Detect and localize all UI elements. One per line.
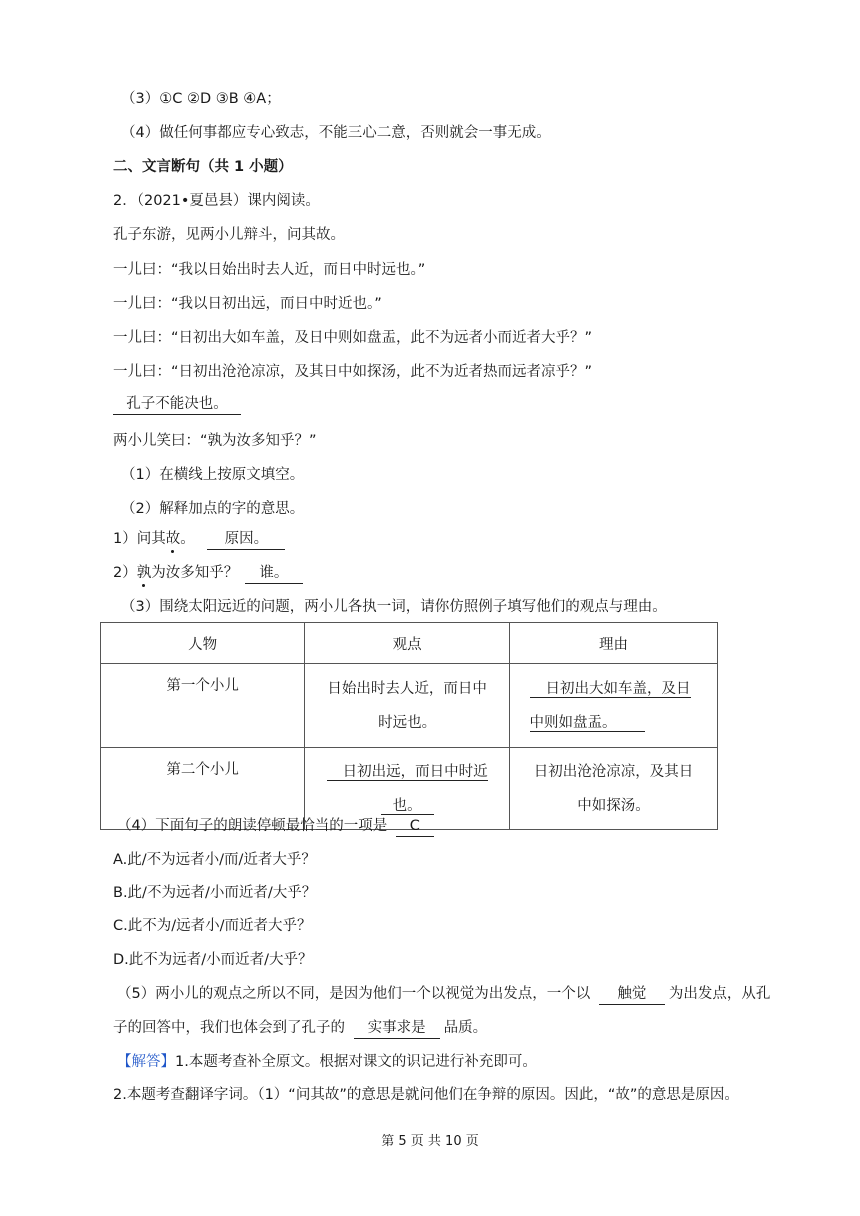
question-header: 2．（2021•夏邑县）课内阅读。	[113, 193, 320, 209]
sub-question-5-answer-1: 触觉	[599, 984, 665, 1005]
row2-reason-line-1: 日初出沧沧凉凉，及其日	[533, 763, 694, 780]
solution-text-1: 1.本题考查补全原文。根据对课文的识记进行补充即可。	[175, 1054, 537, 1070]
item-2-answer: 谁。	[245, 563, 303, 584]
passage-line-4: 一儿曰：“日初出大如车盖，及日中则如盘盂，此不为远者小而近者大乎？”	[113, 330, 593, 346]
item-1-prefix: 1）问其	[113, 531, 166, 547]
item-1-suffix: 。	[180, 531, 195, 547]
header-view: 观点	[305, 623, 510, 664]
header-person: 人物	[101, 623, 305, 664]
row1-reason-line-2: 中则如盘盂。	[530, 715, 645, 732]
section-title: 二、文言断句（共 1 小题）	[113, 159, 293, 175]
row2-view-line-1: 日初出远，而日中时近	[327, 764, 488, 781]
item-2-suffix: 为汝多知乎？	[151, 565, 239, 581]
sub-question-2-item-2	[113, 563, 303, 584]
sub-question-5-text-d: 品质。	[443, 1020, 488, 1036]
passage-line-5: 一儿曰：“日初出沧沧凉凉，及其日中如探汤，此不为近者热而远者凉乎？”	[113, 364, 593, 380]
page-footer: 第 5 页 共 10 页	[381, 1134, 479, 1149]
passage-line-7: 两小儿笑曰：“孰为汝多知乎？”	[113, 433, 317, 449]
row2-reason-line-2: 中如探汤。	[577, 797, 650, 814]
row2-person: 第二个小儿	[101, 748, 305, 830]
fill-answer: 孔子不能决也。	[113, 394, 241, 415]
sub-question-5-answer-2: 实事求是	[354, 1018, 440, 1039]
sub-question-5-line-2	[113, 1018, 487, 1039]
viewpoint-table	[100, 622, 718, 830]
sub-question-1: （1）在横线上按原文填空。	[121, 467, 305, 483]
sub-question-5-text-a: （5）两小儿的观点之所以不同，是因为他们一个以视觉为出发点，一个以	[117, 986, 591, 1002]
dotted-char-gu: 故	[165, 531, 181, 547]
q3-answer-line: （3）①C ②D ③B ④A；	[121, 91, 281, 107]
dotted-char-shu: 孰	[136, 565, 152, 581]
solution-tag: 【解答】	[117, 1054, 175, 1070]
header-reason: 理由	[510, 623, 718, 664]
table-row	[101, 664, 718, 748]
row1-person: 第一个小儿	[101, 664, 305, 748]
solution-line-1	[117, 1052, 537, 1072]
passage-line-2: 一儿曰：“我以日始出时去人近，而日中时远也。”	[113, 262, 426, 278]
table-header-row	[101, 623, 718, 664]
row1-reason	[510, 664, 718, 748]
row2-view-line-2: 也。	[381, 798, 434, 815]
option-a: A.此/不为远者小/而/近者大乎？	[113, 852, 316, 868]
sub-question-4-text: （4）下面句子的朗读停顿最恰当的一项是	[117, 818, 388, 834]
option-c: C.此不为/远者小/而近者大乎？	[113, 918, 312, 934]
solution-line-2: 2.本题考查翻译字词。（1）“问其故”的意思是就问他们在争辩的原因。因此，“故”的意思是原因。	[113, 1087, 739, 1103]
sub-question-2-item-1	[113, 529, 285, 550]
row1-reason-line-1: 日初出大如车盖，及日	[530, 681, 691, 698]
sub-question-4-answer: C	[396, 816, 434, 837]
sub-question-5-text-b: 为出发点，从孔	[668, 986, 771, 1002]
sub-question-5-text-c: 子的回答中，我们也体会到了孔子的	[113, 1020, 345, 1036]
sub-question-5-line-1	[117, 984, 770, 1005]
row2-reason	[510, 748, 718, 830]
sub-question-4	[117, 816, 434, 837]
row1-view	[305, 664, 510, 748]
passage-line-3: 一儿曰：“我以日初出远，而日中时近也。”	[113, 296, 382, 312]
option-d: D.此不为远者/小而近者/大乎？	[113, 952, 313, 968]
row1-view-line-2: 时远也。	[378, 714, 437, 731]
row1-view-line-1: 日始出时去人近，而日中	[327, 680, 487, 697]
passage-line-1: 孔子东游，见两小儿辩斗，问其故。	[113, 227, 345, 243]
q4-answer-line: （4）做任何事都应专心致志，不能三心二意，否则就会一事无成。	[121, 125, 551, 141]
item-1-answer: 原因。	[207, 529, 285, 550]
option-b: B.此/不为远者/小而近者/大乎？	[113, 885, 317, 901]
item-2-prefix: 2）	[113, 565, 137, 581]
sub-question-3: （3）围绕太阳远近的问题，两小儿各执一词，请你仿照例子填写他们的观点与理由。	[121, 599, 667, 615]
fill-answer-line	[113, 394, 241, 415]
sub-question-2: （2）解释加点的字的意思。	[121, 501, 305, 517]
